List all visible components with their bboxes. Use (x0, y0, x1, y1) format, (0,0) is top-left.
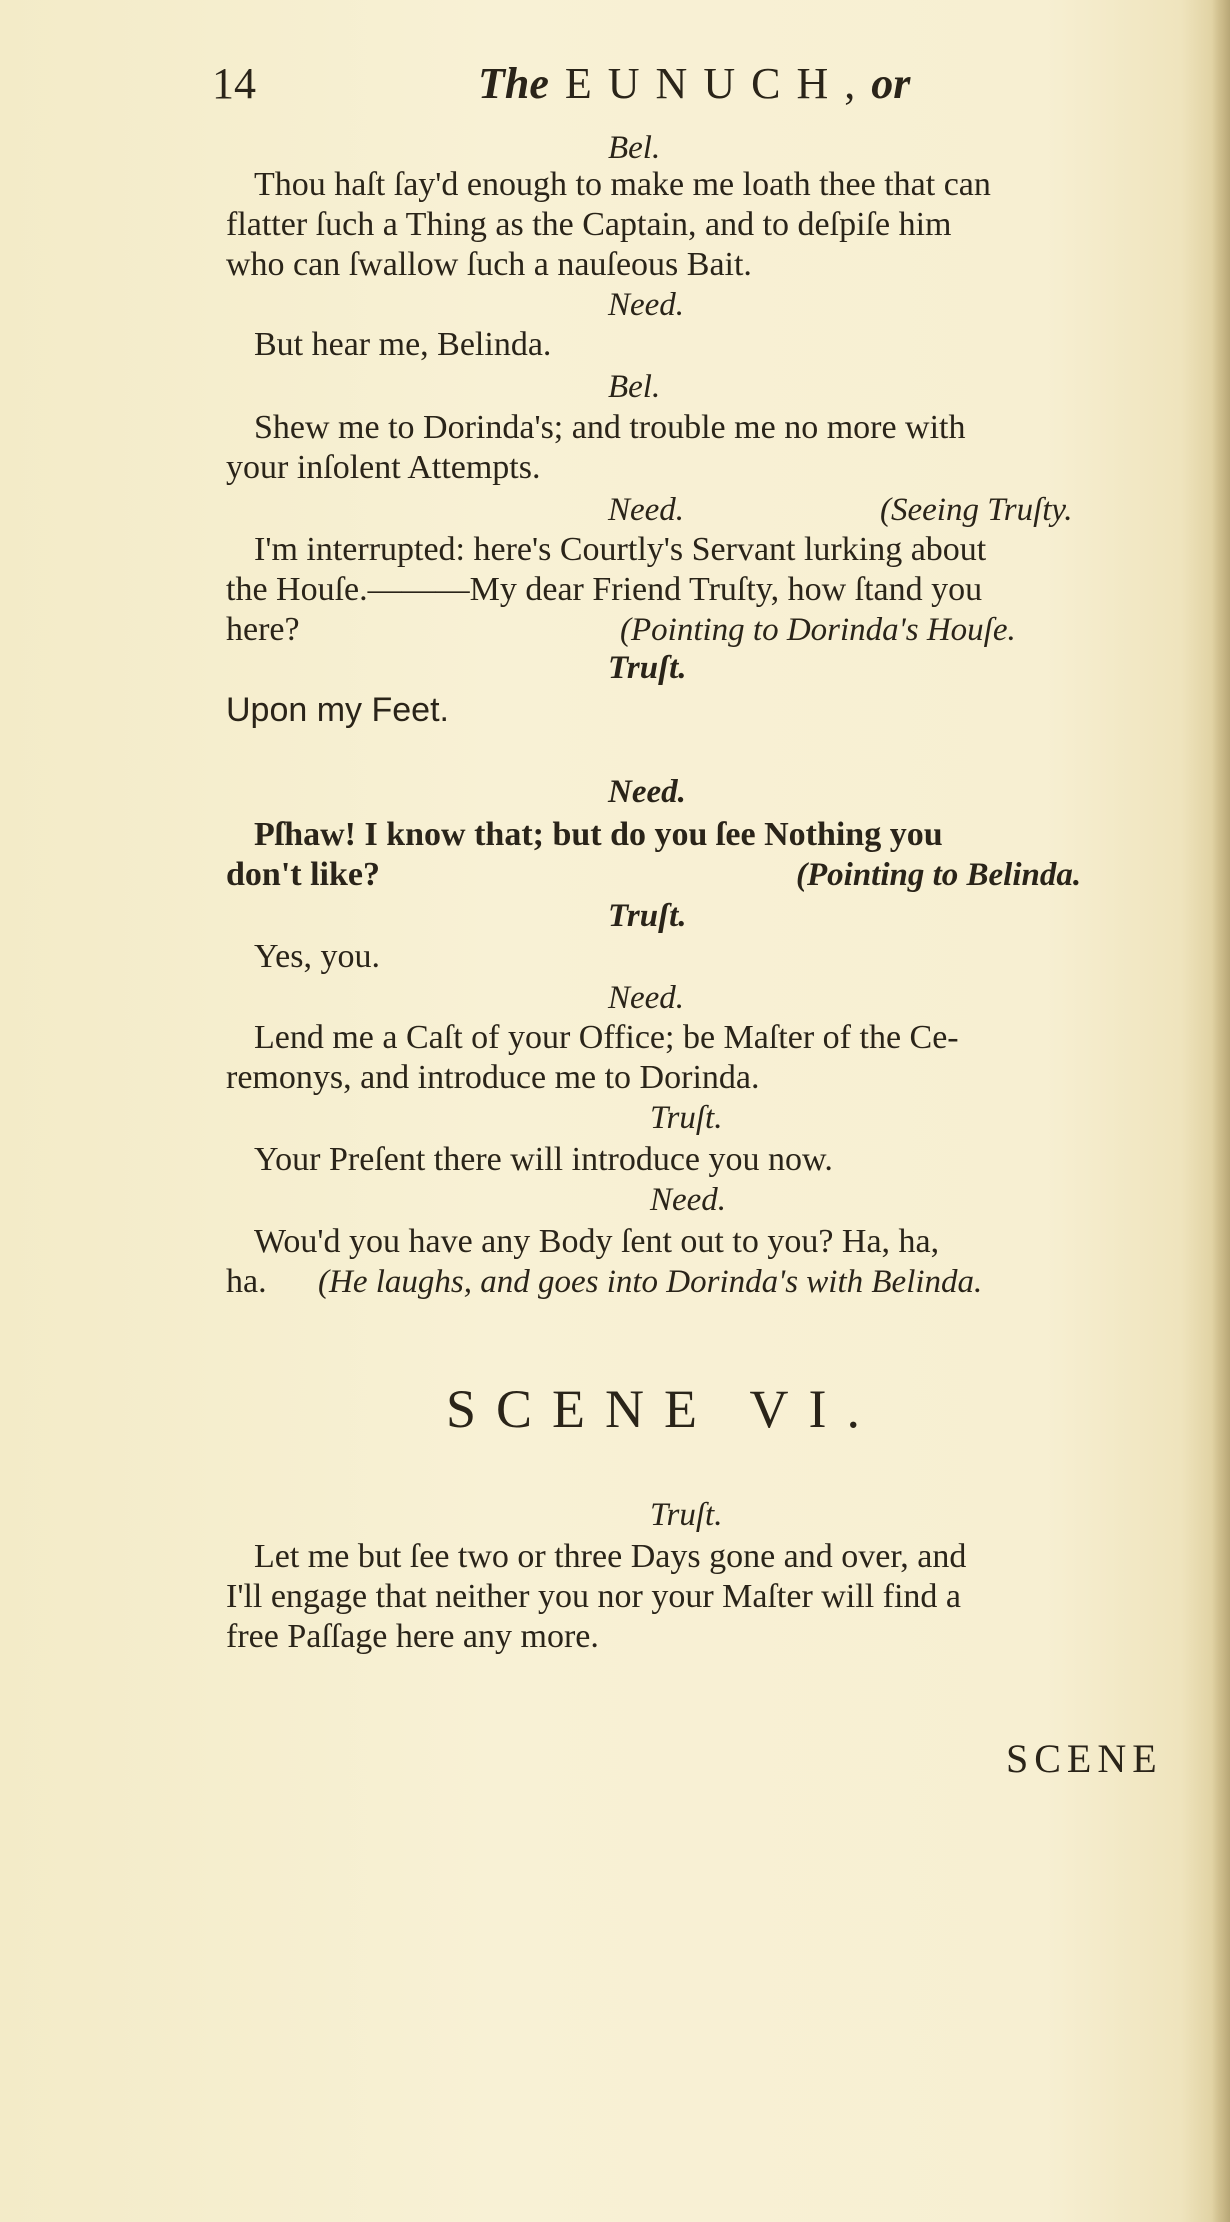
speech-line: Yes, you. (254, 938, 380, 975)
page-number: 14 (212, 59, 256, 108)
page-edge (1212, 0, 1230, 2222)
speech-line: flatter ſuch a Thing as the Captain, and to deſpiſe him (226, 206, 952, 243)
catchword: SCENE (1006, 1736, 1163, 1781)
speech-line: ha. (226, 1263, 267, 1300)
speaker-label: Need. (650, 1182, 727, 1218)
speech-line: don't like? (226, 856, 380, 893)
speaker-label: Truſt. (608, 650, 687, 686)
speaker-label: Truſt. (608, 898, 687, 934)
stage-direction: (Pointing to Dorinda's Houſe. (620, 612, 1016, 648)
speech-line: Thou haſt ſay'd enough to make me loath thee that can (254, 166, 991, 203)
speech-line: the Houſe.———My dear Friend Truſty, how ſtand you (226, 571, 983, 608)
speech-line: Pſhaw! I know that; but do you ſee Nothing you (254, 816, 943, 853)
speaker-label: Bel. (608, 369, 661, 405)
running-header (0, 58, 1230, 118)
running-title-main: EUNUCH, (564, 59, 872, 108)
stage-direction: (Pointing to Belinda. (796, 857, 1082, 893)
scene-heading: SCENE VI. (446, 1379, 881, 1439)
speech-line: Lend me a Caſt of your Office; be Maſter of the Ce- (254, 1019, 959, 1056)
speaker-label: Truſt. (650, 1497, 723, 1533)
speech-line: who can ſwallow ſuch a nauſeous Bait. (226, 246, 752, 283)
running-title (478, 58, 910, 109)
speech-line: here? (226, 611, 300, 648)
running-title-or: or (871, 59, 911, 108)
speaker-label: Need. (608, 980, 685, 1016)
speech-line: Your Preſent there will introduce you now. (254, 1141, 833, 1178)
stage-direction: (Seeing Truſty. (880, 492, 1073, 528)
speaker-label: Need. (608, 287, 685, 323)
speech-line: Upon my Feet. (226, 691, 449, 729)
speech-line: Shew me to Dorinda's; and trouble me no more with (254, 409, 966, 446)
speaker-label: Bel. (608, 130, 661, 166)
running-title-the: The (478, 59, 549, 108)
speaker-label: Need. (608, 492, 685, 528)
speaker-label: Truſt. (650, 1100, 723, 1136)
speech-line: your inſolent Attempts. (226, 449, 541, 486)
speech-line: I'll engage that neither you nor your Maſter will find a (226, 1578, 962, 1615)
speech-line: free Paſſage here any more. (226, 1618, 599, 1655)
speech-line-text: But hear me, Belinda. (254, 326, 552, 363)
speech-line: Wou'd you have any Body ſent out to you? Ha, ha, (254, 1223, 940, 1260)
speech-line: remonys, and introduce me to Dorinda. (226, 1059, 760, 1096)
speech-line: Let me but ſee two or three Days gone and over, and (254, 1538, 967, 1575)
speech-line: I'm interrupted: here's Courtly's Servant lurking about (254, 531, 987, 568)
speech-line (254, 325, 551, 365)
stage-direction: (He laughs, and goes into Dorinda's with Belinda. (318, 1264, 983, 1300)
speaker-label: Need. (608, 774, 686, 810)
